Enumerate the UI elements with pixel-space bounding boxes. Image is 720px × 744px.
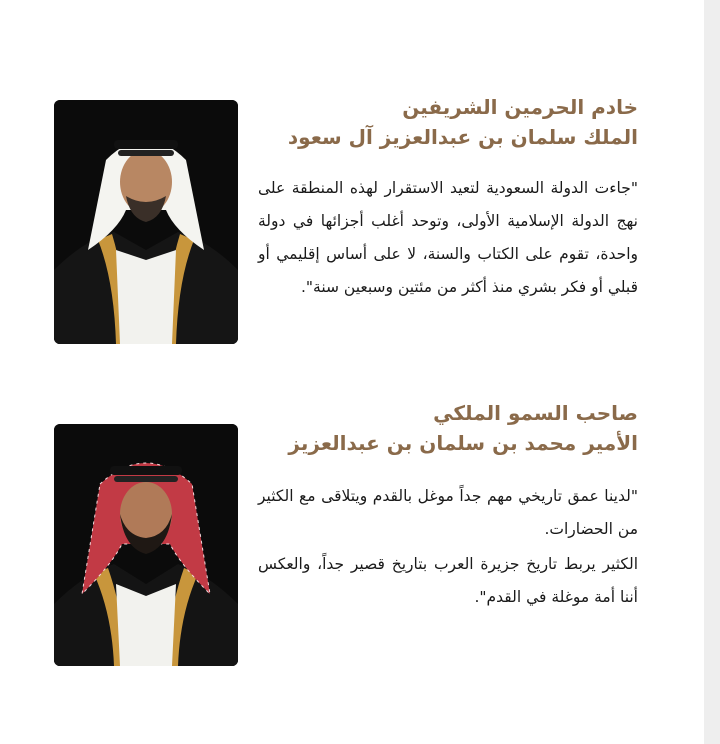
quote-text-continued: الكثير يربط تاريخ جزيرة العرب بتاريخ قصير جداً، والعكس أننا أمة موغلة في القدم". [258,555,638,606]
heading-name: الملك سلمان بن عبدالعزيز آل سعود [287,125,638,149]
leader-block-crown-prince [0,398,720,678]
quote-text: "لدينا عمق تاريخي مهم جداً موغل بالقدم ويتلاقى مع الكثير من الحضارات. [258,487,638,538]
text-column [258,92,638,304]
quote-text: "جاءت الدولة السعودية لتعيد الاستقرار لهذه المنطقة على نهج الدولة الإسلامية الأولى، وتوحد أغلب أجزائها في دولة واحدة، تقوم على الكتاب والسنة، لا على أساس إقليمي أو قبلي أو فكر بشري منذ أكثر من مئتين وسبعين سنة". [258,179,638,296]
leader-block-king [0,92,720,352]
portrait-king-salman [54,100,238,344]
heading-title: خادم الحرمين الشريفين [402,95,638,119]
top-decoration [66,0,126,6]
heading-title: صاحب السمو الملكي [433,401,638,425]
heading-name: الأمير محمد بن سلمان بن عبدالعزيز [288,431,638,455]
text-column [258,398,638,614]
portrait-crown-prince [54,424,238,666]
